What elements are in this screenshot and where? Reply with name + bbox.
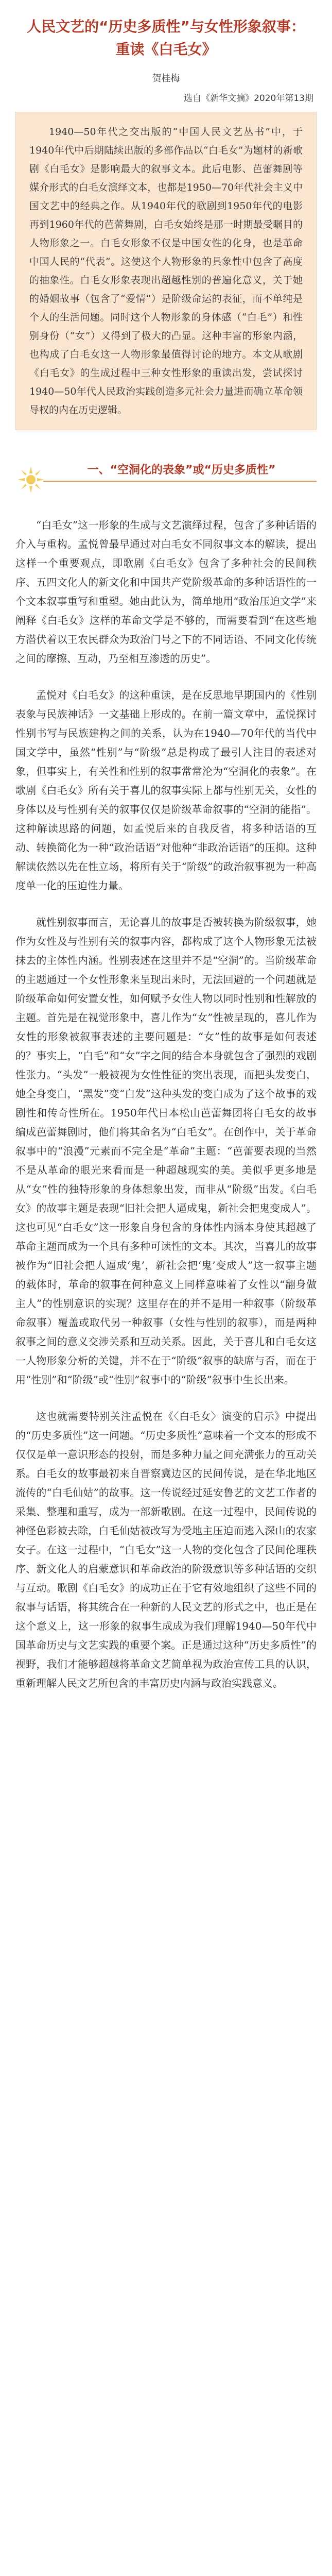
article-source: 选自《新华文摘》2020年第13期 <box>184 93 313 104</box>
body-paragraph: “白毛女”这一形象的生成与文艺演绎过程，包含了多种话语的介入与重构。孟悦曾最早通过对白毛女不同叙事文本的解读，提出这样一个重要观点，即歌剧《白毛女》包含了多种社会的民间秩序、五四文化人的新文化和中国共产党阶级革命的多种话语性的一个文本叙事重写和重塑。她由此认为，简单地用“政治压迫文学”来阐释《白毛女》这样的革命文学是不够的，而需要看到“在这些地方潜伏着以王农民群众为政治门号之下的不同话语、不同文化传统之间的摩擦、互动，乃至相互渗透的历史”。 <box>15 519 317 665</box>
body-paragraph: 这也就需要特别关注孟悦在《〈白毛女〉演变的启示》中提出的“历史多质性”这一问题。“历史多质性”意味着一个文本的形成不仅仅是单一意识形态的投射，而是多种力量之间充满张力的互动关系。白毛女的故事最初来自晋察冀边区的民间传说，是在华北地区流传的“白毛仙姑”的故事。这一传说经过延安鲁艺的文艺工作者的采集、整理和重写，成为一部新歌剧。在这一过程中，民间传说的神怪色彩被去除，白毛仙姑被改写为受地主压迫而逃入深山的农家女子。在这一过程中，“白毛女”这一人物的变化包含了民间伦理秩序、新文化人的启蒙意识和革命政治的阶级意识等多种话语的交织与互动。歌剧《白毛女》的成功正在于它有效地组织了这些不同的叙事与话语，将其统合在一种新的人民文艺的形式之中，也正是在这个意义上，这一形象的叙事生成成为我们理解1940—50年代中国革命历史与文艺实践的重要个案。正是通过这种“历史多质性”的视野，我们才能够超越将革命文艺简单视为政治宣传工具的认识，重新理解人民文艺所包含的丰富历史内涵与政治实践意义。 <box>15 1410 317 1689</box>
article-author: 贺桂梅 <box>152 73 180 84</box>
sun-decoration-icon <box>15 464 46 495</box>
body-paragraph: 孟悦对《白毛女》的这种重读，是在反思地早期国内的《性别表象与民族神话》一文基础上形成的。在前一篇文章中，孟悦探讨性别书写与民族建构之间的关系，认为在1940—70年代的当代中国文学中，虽然“性别”与“阶级”总是构成了最引人注目的表述对象，但事实上，有关性和性别的叙事常常沦为“空洞化的表象”。在歌剧《白毛女》所有关于喜儿的叙事实际上都与性别无关，女性的身体以及与性别有关的叙事仅仅是阶级革命叙事的“空洞的能指”。这种解读思路的问题，如孟悦后来的自我反省，将多种话语的互动、转换简化为一种“政治话语”对他种“非政治话语”的压抑。这种解读依然以先在性立场，将所有关于“阶级”的政治叙事视为一种高度单一化的压迫性力量。 <box>15 689 317 892</box>
section-number: 一、 <box>87 464 110 477</box>
section-heading <box>15 458 317 512</box>
section-divider <box>43 481 317 482</box>
article-title: 人民文艺的“历史多质性”与女性形象叙事：重读《白毛女》 <box>27 18 305 58</box>
section-title-text: “空洞化的表象”或“历史多质性” <box>110 464 276 477</box>
section-title <box>46 461 317 480</box>
body-paragraph: 就性别叙事而言，无论喜儿的故事是否被转换为阶级叙事，她作为女性及与性别有关的叙事内容，都构成了这个人物形象无法被抹去的主体性内涵。性别表述在这里并不是“空洞”的。当阶级革命的主题通过一个女性形象来呈现出来时，无法回避的一个问题就是阶级革命如何安置女性，如何赋予女性人物以同时性别和性解放的主题。首先是在视觉形象中，喜儿作为“女”性被呈现的，喜儿作为女性的形象被叙事表述的主要问题是：“女”性的故事是如何表述的？事实上，“白毛”和“女”字之间的结合本身就包含了强烈的戏剧性张力。“头发”一般被视为女性性征的突出表现，而把头发变白，她全身变白，“黑发”变“白发”这种头发的变白成为了这个故事的戏剧性和传奇性所在。1950年代日本松山芭蕾舞团将白毛女的故事编成芭蕾舞剧时，他们将其命名为“白毛女”。在创作中，关于革命叙事中的“浪漫”元素而不完全是“革命”主题：“芭蕾要表现的当然不是从革命的眼光来看而是一种超越现实的美。美似乎更多地是从“女”性的独特形象的身体想象出发，而非从“阶级”出发。《白毛女》的故事主题是表现“旧社会把人逼成鬼，新社会把鬼变成人”。这也可见“白毛女”这一形象自身包含的身体性内涵本身使其超越了革命主题而成为一个具有多种可读性的文本。其次，当喜儿的故事被作为“旧社会把人逼成‘鬼’，新社会把‘鬼’变成人”这一叙事主题的载体时，革命的叙事在何种意义上同样意味着了女性以“翻身做主人”的性别意识的实现？这里存在的并不是用一种叙事（阶级革命叙事）覆盖或取代另一种叙事（女性与性别的叙事），而是两种叙事之间的意义交涉关系和互动关系。因此，关于喜儿和白毛女这一人物形象分析的关键，并不在于“阶级”叙事的缺席与否，而在于用“性别”和“阶级”或“性别”叙事中的“阶级”叙事中生长出来。 <box>15 916 317 1386</box>
abstract-box: 1940—50年代之交出版的“中国人民文艺丛书”中，于1940年代中后期陆续出版的多部作品以“白毛女”为题材的新歌剧《白毛女》是影响最大的叙事文本。此后电影、芭蕾舞剧等媒介形式的白毛女演绎文本，也都是1950—70年代社会主义中国文艺中的经典之作。从1940年代的歌剧到1950年代的电影再到1960年代的芭蕾舞剧，白毛女始终是那一时期最受瞩目的人物形象之一。白毛女形象不仅是中国女性的化身，也是革命中国人民的“代表”。这使这个人物形象的具象性中包含了高度的抽象性。白毛女形象表现出超越性别的普遍化意义，关于她的婚姻故事（包含了“爱情”）是阶级命运的表征，而不单纯是个人的生活问题。同时这个人物形象的身体感（“白毛”）和性别身份（“女”）又得到了极大的凸显。这种丰富的形象内涵，也构成了白毛女这一人物形象最值得讨论的地方。本文从歌剧《白毛女》的生成过程中三种女性形象的重读出发，尝试探讨1940—50年代人民政治实践创造多元社会力量进而确立革命领导权的内在历史逻辑。 <box>15 112 317 430</box>
